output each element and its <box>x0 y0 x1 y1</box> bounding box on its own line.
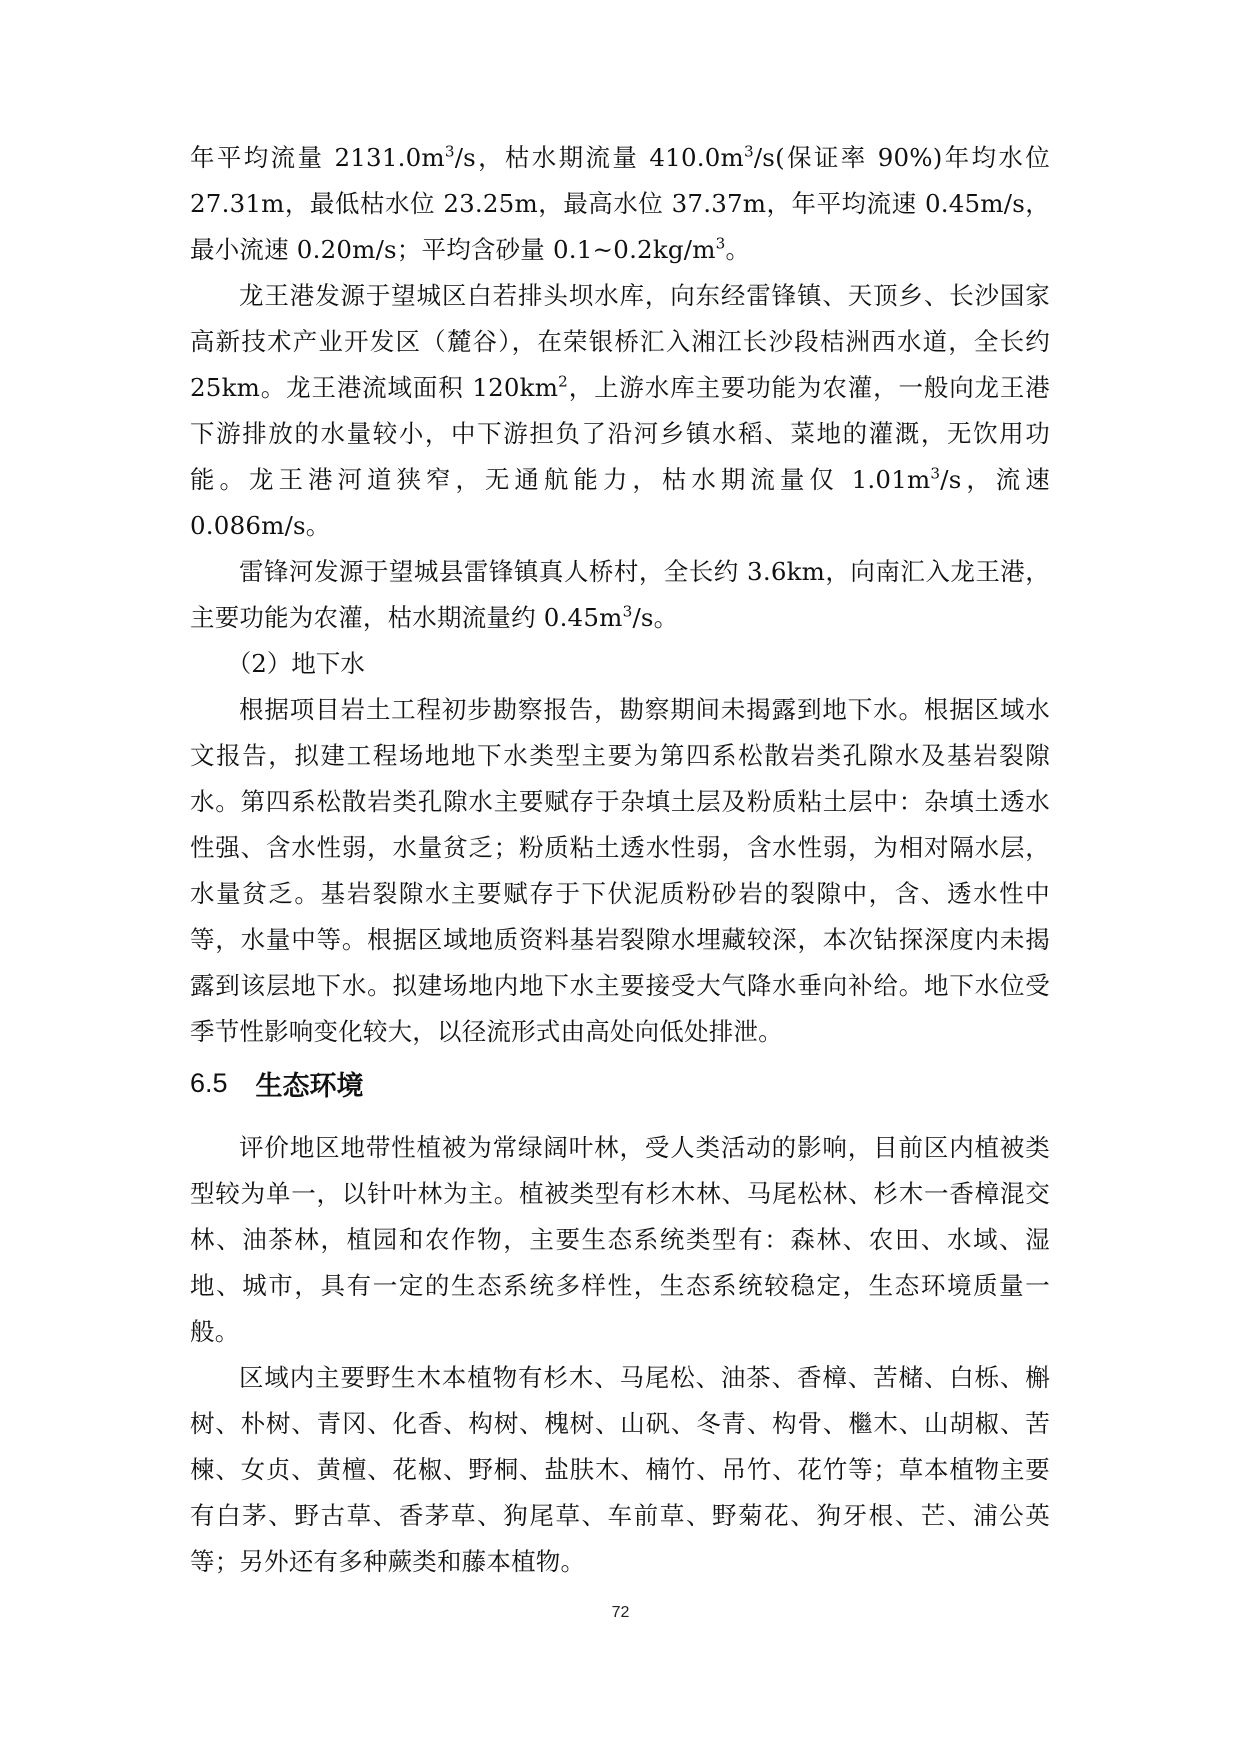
paragraph-longwanggang: 龙王港发源于望城区白若排头坝水库，向东经雷锋镇、天顶乡、长沙国家高新技术产业开发区（麓谷），在荣银桥汇入湘江长沙段桔洲西水道，全长约 25km。龙王港流域面积 $120km^2$，上游水库主要功能为农灌，一般向龙王港下游排放的水量较小，中下游担负了沿河乡镇水稻、菜地的灌溉，无饮用功能。龙王港河道狭窄，无通航能力，枯水期流量仅 $1.01m^3/s$，流速 0.086m/s。 <box>190 281 1051 540</box>
paragraph-wild-plants: 区域内主要野生木本植物有杉木、马尾松、油茶、香樟、苦槠、白栎、槲树、朴树、青冈、化香、构树、槐树、山矾、冬青、构骨、檵木、山胡椒、苦楝、女贞、黄檀、花椒、野桐、盐肤木、楠竹、吊竹、花竹等；草本植物主要有白茅、野古草、香茅草、狗尾草、车前草、野菊花、狗牙根、芒、浦公英等；另外还有多种蕨类和藤本植物。 <box>190 1363 1050 1576</box>
groundwater-subheading: （2）地下水 <box>226 649 365 678</box>
page-number: 72 <box>611 1604 630 1621</box>
paragraph-groundwater: 根据项目岩土工程初步勘察报告，勘察期间未揭露到地下水。根据区域水文报告，拟建工程场地地下水类型主要为第四系松散岩类孔隙水及基岩裂隙水。第四系松散岩类孔隙水主要赋存于杂填土层及粉质粘土层中：杂填土透水性强、含水性弱，水量贫乏；粉质粘土透水性弱，含水性弱，为相对隔水层，水量贫乏。基岩裂隙水主要赋存于下伏泥质粉砂岩的裂隙中，含、透水性中等，水量中等。根据区域地质资料基岩裂隙水埋藏较深，本次钻探深度内未揭露到该层地下水。拟建场地内地下水主要接受大气降水垂向补给。地下水位受季节性影响变化较大，以径流形式由高处向低处排泄。 <box>190 695 1050 1046</box>
section-title: 生态环境 <box>255 1070 364 1102</box>
paragraph-river-flow: 年平均流量 $2131.0m^3/s$，枯水期流量 $410.0m^3/s$(保证率 90%)年均水位 27.31m，最低枯水位 23.25m，最高水位 37.37m，年平均流速 0.45m/s，最小流速 0.20m/s；平均含砂量 $0.1\sim 0.2kg/m^3$。 <box>190 142 1050 264</box>
document-body <box>190 135 1050 1585</box>
paragraph-leifeng-river: 雷锋河发源于望城县雷锋镇真人桥村，全长约 3.6km，向南汇入龙王港，主要功能为农灌，枯水期流量约 $0.45m^3/s$。 <box>190 557 1050 632</box>
section-number: 6.5 <box>190 1067 228 1098</box>
section-heading <box>190 1055 1050 1111</box>
paragraph-vegetation: 评价地区地带性植被为常绿阔叶林，受人类活动的影响，目前区内植被类型较为单一，以针叶林为主。植被类型有杉木林、马尾松林、杉木一香樟混交林、油茶林，植园和农作物，主要生态系统类型有：森林、农田、水域、湿地、城市，具有一定的生态系统多样性，生态系统较稳定，生态环境质量一般。 <box>190 1133 1050 1346</box>
